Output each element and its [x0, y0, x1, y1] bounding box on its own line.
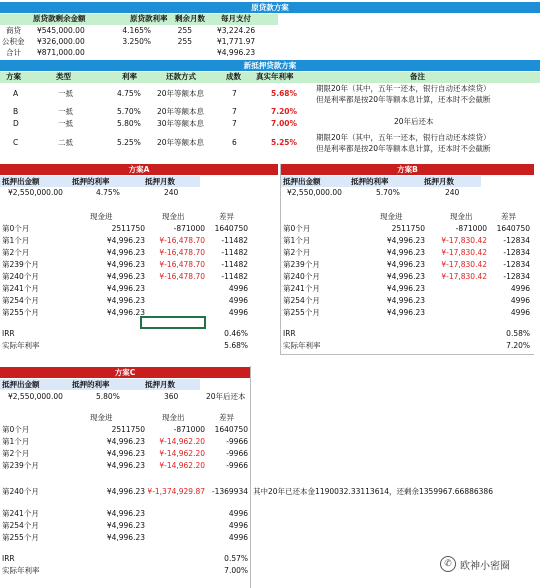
cash-out: ¥-17,830.42 [441, 272, 487, 281]
new-plan-header-real: 真实年利率 [256, 72, 294, 81]
plan-b-border-bottom [280, 354, 534, 355]
new-plan-note: 期限20年（其中，五年一还本，银行自动还本续贷） [316, 84, 491, 93]
plan-a-col-diff: 差异 [219, 212, 234, 221]
original-header-rate: 原贷款利率 [130, 14, 168, 23]
plan-b-col-in: 现金进 [380, 212, 403, 221]
row-label: 第0个月 [283, 224, 311, 233]
new-plan-header-pct: 成数 [226, 72, 241, 81]
new-plan-row-method: 20年等额本息 [157, 89, 205, 98]
cash-out: ¥-16,478.70 [159, 236, 205, 245]
difference: -9966 [226, 461, 248, 470]
original-row-payment: ¥1,771.97 [217, 37, 256, 46]
original-header-months: 剩余月数 [175, 14, 205, 23]
plan-c-label-months: 抵押月数 [145, 380, 175, 389]
difference: 1640750 [496, 224, 530, 233]
cash-out: ¥-17,830.42 [441, 248, 487, 257]
plan-b-rate: 5.70% [376, 188, 400, 197]
plan-c-label-amount: 抵押出金额 [2, 380, 40, 389]
new-plan-title: 新抵押贷款方案 [0, 60, 540, 71]
cash-in: ¥4,996.23 [106, 521, 145, 530]
cash-in: ¥4,996.23 [106, 296, 145, 305]
plan-c-row-label: 第240个月 [2, 487, 39, 496]
original-row-months: 255 [177, 37, 192, 46]
new-plan-row-rate: 5.70% [117, 107, 141, 116]
cash-in: ¥4,996.23 [386, 284, 425, 293]
plan-b-months: 240 [445, 188, 460, 197]
new-plan-row-rate: 5.25% [117, 138, 141, 147]
new-plan-row-method: 30年等额本息 [157, 119, 205, 128]
cash-in: ¥4,996.23 [106, 308, 145, 317]
cash-in: ¥4,996.23 [106, 509, 145, 518]
new-plan-note: 但是利率都是按20年等额本息计算，还本时不会截断 [316, 95, 491, 104]
new-plan-row-rate: 4.75% [117, 89, 141, 98]
cash-out: -871000 [455, 224, 487, 233]
cash-in: ¥4,996.23 [106, 437, 145, 446]
plan-c-after: 20年后还本 [206, 392, 246, 401]
cash-in: ¥4,996.23 [386, 260, 425, 269]
cash-out: ¥-14,962.20 [159, 449, 205, 458]
cash-in: 2511750 [391, 224, 425, 233]
row-label: 第2个月 [2, 449, 30, 458]
row-label: 第0个月 [2, 425, 30, 434]
watermark [440, 556, 510, 572]
difference: -11482 [221, 260, 248, 269]
new-plan-row-real: 5.25% [271, 138, 298, 147]
difference: 4996 [228, 521, 248, 530]
new-plan-row-type: 一抵 [58, 119, 73, 128]
difference: -11482 [221, 248, 248, 257]
cash-out: ¥-17,830.42 [441, 236, 487, 245]
difference: 1640750 [214, 425, 248, 434]
cash-in: ¥4,996.23 [386, 248, 425, 257]
cash-in: 2511750 [111, 425, 145, 434]
original-header-amount: 原贷款剩余金额 [33, 14, 86, 23]
plan-b-irr: 0.58% [506, 329, 530, 338]
original-row-amount: ¥326,000.00 [37, 37, 85, 46]
row-label: 第2个月 [283, 248, 311, 257]
row-label: 第255个月 [283, 308, 320, 317]
original-row-payment: ¥3,224.26 [217, 26, 256, 35]
new-plan-header-note: 备注 [410, 72, 425, 81]
new-plan-row-type: 二抵 [58, 138, 73, 147]
difference: -9966 [226, 437, 248, 446]
new-plan-header-type: 类型 [56, 72, 71, 81]
new-plan-row-real: 5.68% [271, 89, 298, 98]
new-plan-header-plan: 方案 [6, 72, 21, 81]
plan-c-real-label: 实际年利率 [2, 566, 40, 575]
wechat-icon: ✆ [440, 556, 456, 572]
new-plan-row-plan: A [13, 89, 19, 98]
difference: 4996 [228, 509, 248, 518]
plan-c-irr: 0.57% [224, 554, 248, 563]
new-plan-note: 期限20年（其中，五年一还本，银行自动还本续贷） [316, 133, 491, 142]
row-label: 第2个月 [2, 248, 30, 257]
cash-in: ¥4,996.23 [106, 272, 145, 281]
row-label: 第254个月 [283, 296, 320, 305]
difference: 4996 [510, 308, 530, 317]
difference: 4996 [228, 533, 248, 542]
cash-in: ¥4,996.23 [106, 533, 145, 542]
new-plan-note: 但是利率都是按20年等额本息计算，还本时不会截断 [316, 144, 491, 153]
row-label: 第255个月 [2, 533, 39, 542]
plan-a-irr: 0.46% [224, 329, 248, 338]
cash-out: ¥-16,478.70 [159, 248, 205, 257]
plan-c-irr-label: IRR [2, 554, 15, 563]
plan-c-real: 7.00% [224, 566, 248, 575]
new-plan-header-rate: 利率 [122, 72, 137, 81]
plan-b-col-diff: 差异 [501, 212, 516, 221]
difference: -12834 [503, 260, 530, 269]
plan-b-real: 7.20% [506, 341, 530, 350]
cash-in: ¥4,996.23 [386, 236, 425, 245]
plan-a-amount: ¥2,550,000.00 [8, 188, 63, 197]
plan-b-real-label: 实际年利率 [283, 341, 321, 350]
cash-in: ¥4,996.23 [106, 449, 145, 458]
cash-out: ¥-14,962.20 [159, 437, 205, 446]
original-plan-title: 原贷款方案 [0, 2, 540, 13]
row-label: 第241个月 [2, 509, 39, 518]
original-row-name: 合计 [6, 48, 21, 57]
difference: 4996 [228, 308, 248, 317]
plan-c-border-right [250, 366, 251, 588]
difference: -12834 [503, 272, 530, 281]
new-plan-row-pct: 7 [232, 119, 237, 128]
watermark-text: 欧神小密圈 [460, 560, 510, 572]
new-plan-row-method: 20年等额本息 [157, 107, 205, 116]
difference: 4996 [228, 296, 248, 305]
original-row-name: 公积金 [2, 37, 25, 46]
plan-b-label-amount: 抵押出金额 [283, 177, 321, 186]
plan-c-row-out: ¥-1,374,929.87 [147, 487, 205, 496]
new-plan-row-type: 一抵 [58, 89, 73, 98]
plan-b-border-left [280, 164, 281, 355]
plan-b-col-out: 现金出 [450, 212, 473, 221]
row-label: 第241个月 [2, 284, 39, 293]
new-plan-row-plan: D [13, 119, 19, 128]
difference: -11482 [221, 236, 248, 245]
plan-b-label-rate: 抵押的利率 [351, 177, 389, 186]
original-row-payment: ¥4,996.23 [217, 48, 256, 57]
row-label: 第0个月 [2, 224, 30, 233]
cash-out: ¥-16,478.70 [159, 272, 205, 281]
cash-in: ¥4,996.23 [106, 248, 145, 257]
difference: -12834 [503, 236, 530, 245]
row-label: 第240个月 [2, 272, 39, 281]
difference: 4996 [510, 284, 530, 293]
original-row-amount: ¥545,000.00 [37, 26, 85, 35]
original-row-amount: ¥871,000.00 [37, 48, 85, 57]
new-plan-header-method: 还款方式 [166, 72, 196, 81]
plan-c-rate: 5.80% [96, 392, 120, 401]
plan-a-col-out: 现金出 [162, 212, 185, 221]
cash-in: ¥4,996.23 [106, 461, 145, 470]
plan-a-months: 240 [164, 188, 179, 197]
cash-in: ¥4,996.23 [386, 272, 425, 281]
new-plan-row-pct: 6 [232, 138, 237, 147]
plan-a-label-amount: 抵押出金额 [2, 177, 40, 186]
plan-b-irr-label: IRR [283, 329, 296, 338]
plan-b-amount: ¥2,550,000.00 [287, 188, 342, 197]
plan-b-title: 方案B [281, 164, 534, 175]
row-label: 第1个月 [2, 236, 30, 245]
original-row-rate: 4.165% [122, 26, 151, 35]
row-label: 第1个月 [283, 236, 311, 245]
difference: -9966 [226, 449, 248, 458]
original-row-rate: 3.250% [122, 37, 151, 46]
plan-c-row-in: ¥4,996.23 [106, 487, 145, 496]
new-plan-row-real: 7.00% [271, 119, 298, 128]
plan-c-months: 360 [164, 392, 179, 401]
new-plan-row-method: 20年等额本息 [157, 138, 205, 147]
new-plan-row-plan: C [13, 138, 19, 147]
plan-a-title: 方案A [0, 164, 278, 175]
difference: 4996 [510, 296, 530, 305]
plan-c-label-rate: 抵押的利率 [72, 380, 110, 389]
new-plan-row-pct: 7 [232, 107, 237, 116]
cash-out: -871000 [173, 224, 205, 233]
cash-out: -871000 [173, 425, 205, 434]
difference: 4996 [228, 284, 248, 293]
new-plan-row-real: 7.20% [271, 107, 298, 116]
row-label: 第254个月 [2, 296, 39, 305]
plan-c-amount: ¥2,550,000.00 [8, 392, 63, 401]
cash-out: ¥-14,962.20 [159, 461, 205, 470]
plan-a-label-months: 抵押月数 [145, 177, 175, 186]
original-header-payment: 每月支付 [221, 14, 251, 23]
plan-a-irr-label: IRR [2, 329, 15, 338]
original-row-months: 255 [177, 26, 192, 35]
row-label: 第255个月 [2, 308, 39, 317]
row-label: 第239个月 [283, 260, 320, 269]
plan-a-col-in: 现金进 [90, 212, 113, 221]
plan-c-row240-note: 其中20年已还本金1190032.33113614，还剩余1359967.66886386 [253, 487, 493, 496]
row-label: 第1个月 [2, 437, 30, 446]
difference: 1640750 [214, 224, 248, 233]
cash-in: ¥4,996.23 [386, 296, 425, 305]
cash-in: ¥4,996.23 [106, 260, 145, 269]
plan-a-rate: 4.75% [96, 188, 120, 197]
cash-in: ¥4,996.23 [106, 236, 145, 245]
row-label: 第239个月 [2, 260, 39, 269]
plan-c-title: 方案C [0, 367, 250, 378]
cash-out: ¥-17,830.42 [441, 260, 487, 269]
new-plan-note: 20年后还本 [394, 117, 434, 126]
plan-c-row-diff: -1369934 [211, 487, 248, 496]
plan-c-col-out: 现金出 [162, 413, 185, 422]
plan-b-label-months: 抵押月数 [424, 177, 454, 186]
difference: -11482 [221, 272, 248, 281]
plan-a-real-label: 实际年利率 [2, 341, 40, 350]
cash-in: ¥4,996.23 [106, 284, 145, 293]
selected-cell[interactable] [140, 316, 206, 329]
cash-in: ¥4,996.23 [386, 308, 425, 317]
new-plan-row-pct: 7 [232, 89, 237, 98]
row-label: 第254个月 [2, 521, 39, 530]
new-plan-row-rate: 5.80% [117, 119, 141, 128]
plan-c-col-in: 现金进 [90, 413, 113, 422]
original-row-name: 商贷 [6, 26, 21, 35]
row-label: 第241个月 [283, 284, 320, 293]
cash-out: ¥-16,478.70 [159, 260, 205, 269]
new-plan-row-type: 一抵 [58, 107, 73, 116]
plan-a-label-rate: 抵押的利率 [72, 177, 110, 186]
new-plan-row-plan: B [13, 107, 19, 116]
difference: -12834 [503, 248, 530, 257]
row-label: 第240个月 [283, 272, 320, 281]
plan-c-col-diff: 差异 [219, 413, 234, 422]
cash-in: 2511750 [111, 224, 145, 233]
row-label: 第239个月 [2, 461, 39, 470]
plan-a-real: 5.68% [224, 341, 248, 350]
